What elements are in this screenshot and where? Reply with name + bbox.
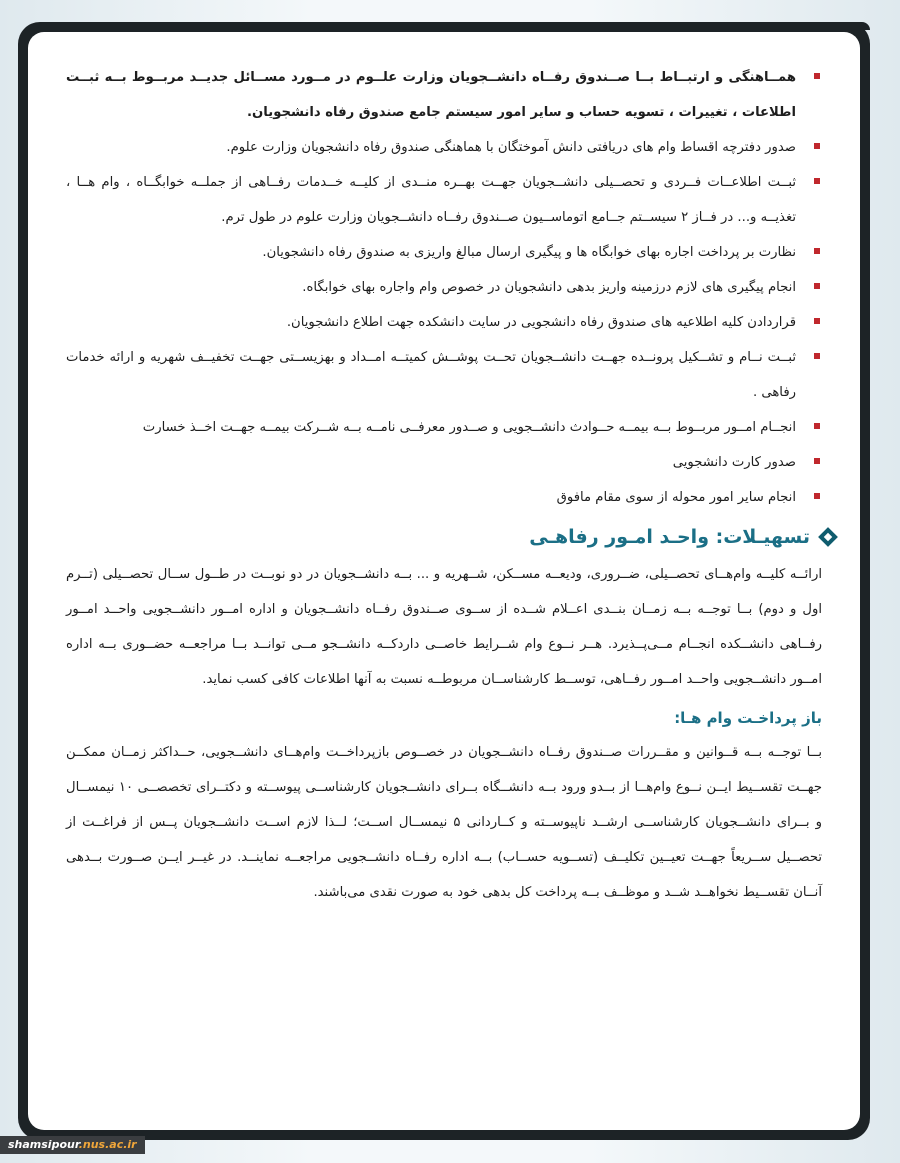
facilities-paragraph: ارائــه کلیــه وام‌هــای تحصــیلی، ضــروری، ودیعــه مســکن، شــهریه و ... بــه دانشــجویان در دو نوبــت در طــول ســال تحصــیلی (تــرم اول و دوم) بــا توجــه بــه زمــان بنــدی اعــلام شــده از ســوی صــندوق رفــاه دانشــجویان و اداره امــور دانشــجویی واحــد امــور رفــاهی دانشــکده انجــام مــی‌پــذیرد. هــر نــوع وام شــرایط خاصــی داردکــه دانشــجو مــی توانــد بــا مراجعــه حضــوری بــه اداره امــور دانشــجویی واحــد امــور رفــاهی، توســط کارشناســان مربوطــه نسبت به آنها اطلاعات کافی کسب نمايد. bbox=[66, 567, 822, 687]
list-item-text: نظارت بر پرداخت اجاره بهای خوابگاه ها و پیگیری ارسال مبالغ واریزی به صندوق رفاه دانشجویان. bbox=[262, 245, 796, 260]
duties-list bbox=[66, 60, 822, 515]
list-item bbox=[66, 270, 822, 305]
list-item bbox=[66, 130, 822, 165]
list-item-text: ثبــت نــام و تشــکیل پرونــده جهــت دانشــجویان تحــت پوشــش کمیتــه امــداد و بهزیســتی جهــت تخفیــف شهریه و ارائه خدمات رفاهی . bbox=[66, 350, 796, 400]
source-watermark bbox=[0, 1136, 145, 1154]
frame-top-accent bbox=[760, 22, 870, 30]
section-title: تسهیـلات: واحـد امـور رفاهـی bbox=[529, 525, 810, 548]
list-item-text: صدور دفترچه اقساط وام های دریافتی دانش آموختگان با هماهنگی صندوق رفاه دانشجویان وزارت علوم. bbox=[226, 140, 796, 155]
list-item-text: انجام پیگیری های لازم درزمینه واریز بدهی دانشجویان در خصوص وام واجاره بهای خوابگاه. bbox=[302, 280, 796, 295]
diamond-icon bbox=[818, 527, 838, 547]
bullet-icon bbox=[814, 143, 820, 149]
list-item bbox=[66, 445, 822, 480]
bullet-icon bbox=[814, 318, 820, 324]
bullet-icon bbox=[814, 353, 820, 359]
section-heading bbox=[66, 519, 838, 555]
list-item-text: صدور کارت دانشجویی bbox=[672, 455, 796, 470]
list-item-text: انجــام امــور مربــوط بــه بیمــه حــوادث دانشــجویی و صــدور معرفــی نامــه بــه شــرکت بیمــه جهــت اخــذ خسارت bbox=[142, 420, 796, 435]
document-content bbox=[66, 60, 822, 910]
source-main: shamsipour bbox=[8, 1138, 79, 1151]
repayment-title: باز پرداخـت وام هـا: bbox=[674, 709, 822, 727]
list-item bbox=[66, 235, 822, 270]
list-item-text: انجام سایر امور محوله از سوی مقام مافوق bbox=[556, 490, 796, 505]
list-item bbox=[66, 165, 822, 235]
bullet-icon bbox=[814, 423, 820, 429]
list-item bbox=[66, 410, 822, 445]
bullet-icon bbox=[814, 458, 820, 464]
source-domain: .nus.ac.ir bbox=[78, 1138, 137, 1151]
list-item bbox=[66, 305, 822, 340]
list-item-text: ثبــت اطلاعــات فــردی و تحصــیلی دانشــجویان جهــت بهــره منــدی از کلیــه خــدمات رفــاهی از جملــه خوابگــاه ، وام هــا ، تغذیــه و... در فــاز ۲ سیســتم جــامع اتوماســیون صــندوق رفــاه دانشــجویان وزارت علوم در طول ترم. bbox=[66, 175, 796, 225]
list-item bbox=[66, 340, 822, 410]
repayment-paragraph: بــا توجــه بــه قــوانین و مقــررات صــندوق رفــاه دانشــجویان در خصــوص بازپرداخــت وام‌هــای دانشــجویی، حــداکثر زمــان ممکــن جهــت تقســیط ایــن نــوع وام‌هــا از بــدو ورود بــه دانشــگاه بــرای دانشــجویان کارشناســی پیوســته و دکتــرای تخصصــی ۱۰ نیمســال و بــرای دانشــجویان کارشناســی ارشــد ناپیوســته و کــاردانی ۵ نیمســال اســت؛ لــذا لازم اســت دانشــجویان پــس از فراغــت از تحصــیل ســریعاً جهــت تعیــین تکلیــف (تســویه حســاب) بــه اداره رفــاه دانشــجویی مراجعــه نماینــد. در غیــر ایــن صــورت بــدهی آنــان تقســیط نخواهــد شــد و موظــف بــه پرداخت کل بدهی خود به صورت نقدی می‌باشند. bbox=[66, 745, 822, 900]
list-item bbox=[66, 480, 822, 515]
document-page bbox=[28, 32, 860, 1130]
list-item bbox=[66, 60, 822, 130]
list-item-text: قراردادن کلیه اطلاعیه های صندوق رفاه دانشجویی در سایت دانشکده جهت اطلاع دانشجویان. bbox=[286, 315, 796, 330]
bullet-icon bbox=[814, 283, 820, 289]
bullet-icon bbox=[814, 73, 820, 79]
bullet-icon bbox=[814, 178, 820, 184]
bullet-icon bbox=[814, 248, 820, 254]
bullet-icon bbox=[814, 493, 820, 499]
list-item-text: همــاهنگی و ارتبــاط بــا صــندوق رفــاه دانشــجویان وزارت علــوم در مــورد مســائل جدیــد مربــوط بــه ثبــت اطلاعات ، تغییرات ، تسویه حساب و سایر امور سیستم جامع صندوق رفاه دانشجویان. bbox=[66, 70, 796, 120]
